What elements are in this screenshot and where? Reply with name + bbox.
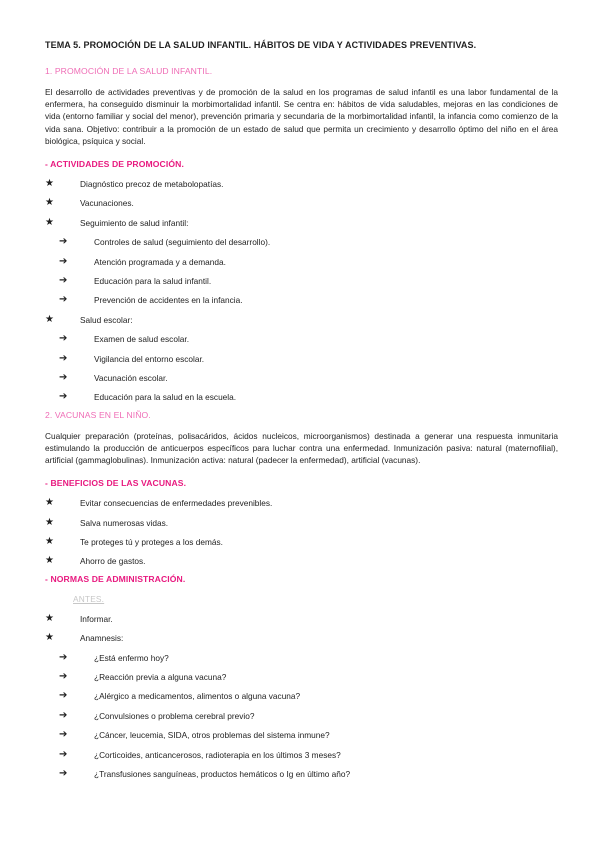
- arrow-bullet-icon: ➔: [59, 391, 68, 403]
- arrow-bullet-icon: ➔: [59, 709, 68, 721]
- star-bullet-icon: ★: [45, 612, 54, 624]
- arrow-bullet-icon: ➔: [59, 274, 68, 286]
- arrow-bullet-icon: ➔: [59, 690, 68, 702]
- list-item: [45, 633, 558, 652]
- list-item: [45, 276, 558, 295]
- list-actividades: [45, 179, 558, 412]
- list-item: [45, 373, 558, 392]
- list-item: [45, 498, 558, 517]
- list-item: [45, 198, 558, 217]
- list-item-text: Anamnesis:: [80, 633, 124, 644]
- section-heading-vacunas: 2. VACUNAS EN EL NIÑO.: [45, 409, 151, 420]
- list-item-text: ¿Alérgico a medicamentos, alimentos o alguna vacuna?: [94, 691, 301, 702]
- arrow-bullet-icon: ➔: [59, 333, 68, 345]
- list-item: [45, 315, 558, 334]
- list-item: [45, 750, 558, 769]
- antes-label: ANTES.: [73, 593, 105, 604]
- subheading-normas: - NORMAS DE ADMINISTRACIÓN.: [45, 573, 186, 584]
- list-item-text: Salud escolar:: [80, 314, 133, 325]
- list-normas: [45, 614, 558, 789]
- list-item: [45, 257, 558, 276]
- list-item: [45, 237, 558, 256]
- arrow-bullet-icon: ➔: [59, 294, 68, 306]
- list-item: [45, 691, 558, 710]
- list-item: [45, 218, 558, 237]
- star-bullet-icon: ★: [45, 216, 54, 228]
- arrow-bullet-icon: ➔: [59, 768, 68, 779]
- paragraph-vacunas: Cualquier preparación (proteínas, polisacáridos, ácidos nucleicos, microorganismos) destinada a generar una respuesta inmunitaria estimulando la producción de anticuerpos específicos para luchar contra una enfermedad. Inmunización pasiva: natural (maternofilial), artificial (gammaglobulinas). Inmunización activa: natural (padecer la enfermedad), artificial (vacunas).: [45, 430, 558, 466]
- subheading-beneficios: - BENEFICIOS DE LAS VACUNAS.: [45, 478, 187, 489]
- list-item: [45, 730, 558, 749]
- list-item-text: ¿Transfusiones sanguíneas, productos hemáticos o Ig en último año?: [94, 769, 351, 779]
- list-item-text: Seguimiento de salud infantil:: [80, 217, 189, 228]
- list-item-text: Educación para la salud infantil.: [94, 275, 212, 286]
- list-item-text: Ahorro de gastos.: [80, 556, 146, 567]
- list-item-text: Examen de salud escolar.: [94, 334, 190, 345]
- list-item-text: Salva numerosas vidas.: [80, 517, 169, 528]
- star-bullet-icon: ★: [45, 632, 54, 644]
- arrow-bullet-icon: ➔: [59, 729, 68, 741]
- list-item-text: Vacunaciones.: [80, 198, 134, 209]
- list-item-text: Te proteges tú y proteges a los demás.: [80, 537, 223, 548]
- list-item-text: Controles de salud (seguimiento del desarrollo).: [94, 237, 271, 248]
- list-item-text: ¿Reacción previa a alguna vacuna?: [94, 672, 227, 683]
- list-item: [45, 556, 558, 575]
- document-page: [45, 40, 558, 788]
- star-bullet-icon: ★: [45, 497, 54, 509]
- list-item-text: Prevención de accidentes en la infancia.: [94, 295, 243, 306]
- list-item-text: ¿Cáncer, leucemia, SIDA, otros problemas del sistema inmune?: [94, 730, 330, 741]
- list-item: [45, 179, 558, 198]
- paragraph-promocion: El desarrollo de actividades preventivas y de promoción de la salud en los programas de salud infantil es una labor fundamental de la enfermera, ha conseguido disminuir la morbimortalidad infantil. Se centra en: hábitos de vida saludables, mejoras en las condiciones de vida (entorno familiar y social del menor), prevención primaria y secundaria de la morbimortalidad infantil, la infancia como comienzo de la vida sana. Objetivo: contribuir a la promoción de un estado de salud que permita un crecimiento y desarrollo óptimo del niño en el área biológica, psíquica y social.: [45, 87, 558, 146]
- list-item: [45, 334, 558, 353]
- list-item: [45, 518, 558, 537]
- star-bullet-icon: ★: [45, 178, 54, 190]
- list-item: [45, 653, 558, 672]
- arrow-bullet-icon: ➔: [59, 671, 68, 683]
- list-item: [45, 537, 558, 556]
- list-item: [45, 295, 558, 314]
- star-bullet-icon: ★: [45, 197, 54, 209]
- list-item: [45, 711, 558, 730]
- list-item-text: Diagnóstico precoz de metabolopatías.: [80, 179, 224, 190]
- arrow-bullet-icon: ➔: [59, 371, 68, 383]
- arrow-bullet-icon: ➔: [59, 352, 68, 364]
- star-bullet-icon: ★: [45, 516, 54, 528]
- list-item-text: Educación para la salud en la escuela.: [94, 392, 237, 403]
- star-bullet-icon: ★: [45, 536, 54, 548]
- list-item: [45, 354, 558, 373]
- arrow-bullet-icon: ➔: [59, 255, 68, 267]
- arrow-bullet-icon: ➔: [59, 236, 68, 248]
- arrow-bullet-icon: ➔: [59, 651, 68, 663]
- list-item-text: ¿Corticoides, anticancerosos, radioterapia en los últimos 3 meses?: [94, 749, 341, 760]
- list-item: [45, 769, 558, 788]
- list-item: [45, 614, 558, 633]
- list-item: [45, 672, 558, 691]
- star-bullet-icon: ★: [45, 313, 54, 325]
- section-heading-promocion: 1. PROMOCIÓN DE LA SALUD INFANTIL.: [45, 66, 213, 76]
- list-item-text: Evitar consecuencias de enfermedades prevenibles.: [80, 498, 273, 509]
- arrow-bullet-icon: ➔: [59, 748, 68, 760]
- list-item: [45, 392, 558, 411]
- list-item-text: Informar.: [80, 613, 113, 624]
- list-item-text: Vacunación escolar.: [94, 372, 168, 383]
- subheading-actividades: - ACTIVIDADES DE PROMOCIÓN.: [45, 159, 184, 170]
- list-item-text: Atención programada y a demanda.: [94, 256, 226, 267]
- list-item-text: Vigilancia del entorno escolar.: [94, 353, 205, 364]
- list-item-text: ¿Está enfermo hoy?: [94, 652, 169, 663]
- list-beneficios: [45, 498, 558, 576]
- list-item-text: ¿Convulsiones o problema cerebral previo?: [94, 710, 255, 721]
- document-title: TEMA 5. PROMOCIÓN DE LA SALUD INFANTIL. HÁBITOS DE VIDA Y ACTIVIDADES PREVENTIVAS.: [45, 40, 477, 50]
- star-bullet-icon: ★: [45, 555, 54, 567]
